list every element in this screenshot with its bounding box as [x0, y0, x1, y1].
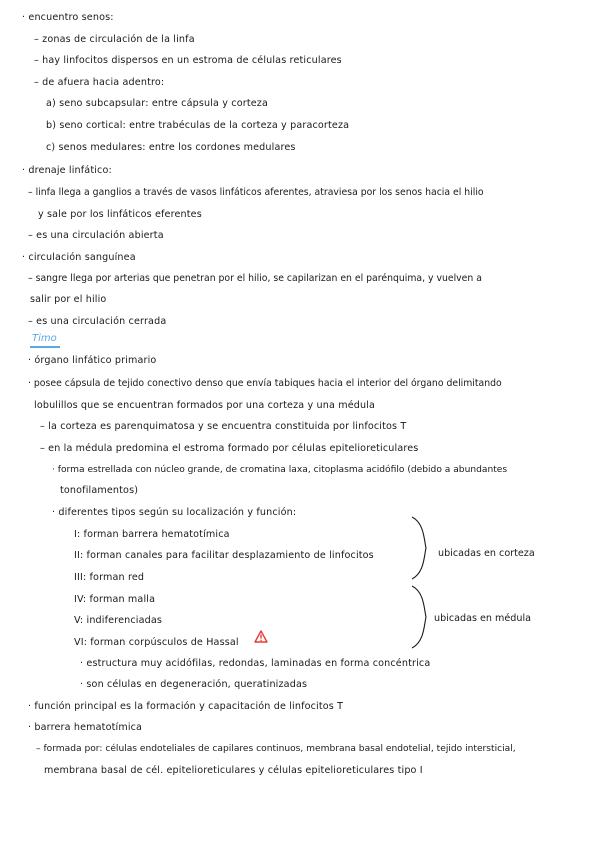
cell-type-item: VI: forman corpúsculos de Hassal	[74, 637, 239, 648]
note-line: – linfa llega a ganglios a través de vasos linfáticos aferentes, atraviesa por los senos hacia el hilio	[28, 187, 484, 198]
note-line: – zonas de circulación de la linfa	[34, 34, 195, 45]
brace-label-cortex: ubicadas en corteza	[438, 548, 535, 559]
note-line: – de afuera hacia adentro:	[34, 77, 165, 88]
note-line: – es una circulación cerrada	[28, 316, 167, 327]
note-line: · posee cápsula de tejido conectivo denso que envía tabiques hacia el interior del órgano delimitando	[28, 378, 502, 389]
heading-underline	[30, 346, 60, 348]
note-line: · encuentro senos:	[22, 12, 114, 23]
section-heading: Timo	[32, 333, 57, 344]
note-line: · estructura muy acidófilas, redondas, laminadas en forma concéntrica	[80, 658, 431, 669]
note-line: – es una circulación abierta	[28, 230, 164, 241]
note-line: b) seno cortical: entre trabéculas de la corteza y paracorteza	[46, 120, 350, 131]
note-line: y sale por los linfáticos eferentes	[38, 209, 202, 220]
note-line: · drenaje linfático:	[22, 165, 112, 176]
cell-type-item: II: forman canales para facilitar desplazamiento de linfocitos	[74, 550, 374, 561]
note-line: – sangre llega por arterias que penetran por el hilio, se capilarizan en el parénquima, y vuelven a	[28, 273, 482, 284]
brace-label-medulla: ubicadas en médula	[434, 613, 532, 624]
note-line: · barrera hematotímica	[28, 722, 143, 733]
note-line: salir por el hilio	[30, 294, 107, 305]
note-line: lobulillos que se encuentran formados por una corteza y una médula	[34, 400, 376, 411]
brace-cortex	[408, 515, 434, 581]
note-line: tonofilamentos)	[60, 485, 139, 496]
warning-triangle-icon	[254, 630, 268, 643]
note-line: · diferentes tipos según su localización y función:	[52, 507, 297, 518]
note-line: · forma estrellada con núcleo grande, de cromatina laxa, citoplasma acidófilo (debido a abundantes	[52, 465, 508, 475]
note-line: · función principal es la formación y capacitación de linfocitos T	[28, 701, 344, 712]
note-line: – en la médula predomina el estroma formado por células epitelioreticulares	[40, 443, 419, 454]
note-line: c) senos medulares: entre los cordones medulares	[46, 142, 296, 153]
note-line: – hay linfocitos dispersos en un estroma de células reticulares	[34, 55, 342, 66]
note-line: · órgano linfático primario	[28, 355, 157, 366]
note-line: – formada por: células endoteliales de capilares continuos, membrana basal endotelial, tejido intersticial,	[36, 744, 516, 754]
brace-medulla	[408, 584, 434, 650]
note-line: · son células en degeneración, queratinizadas	[80, 679, 308, 690]
cell-type-item: V: indiferenciadas	[74, 615, 163, 626]
note-line: membrana basal de cél. epitelioreticulares y células epitelioreticulares tipo I	[44, 765, 423, 776]
note-line: a) seno subcapsular: entre cápsula y corteza	[46, 98, 269, 109]
cell-type-item: I: forman barrera hematotímica	[74, 529, 230, 540]
note-line: – la corteza es parenquimatosa y se encuentra constituida por linfocitos T	[40, 421, 407, 432]
cell-type-item: III: forman red	[74, 572, 145, 583]
cell-type-item: IV: forman malla	[74, 594, 156, 605]
note-line: · circulación sanguínea	[22, 252, 136, 263]
